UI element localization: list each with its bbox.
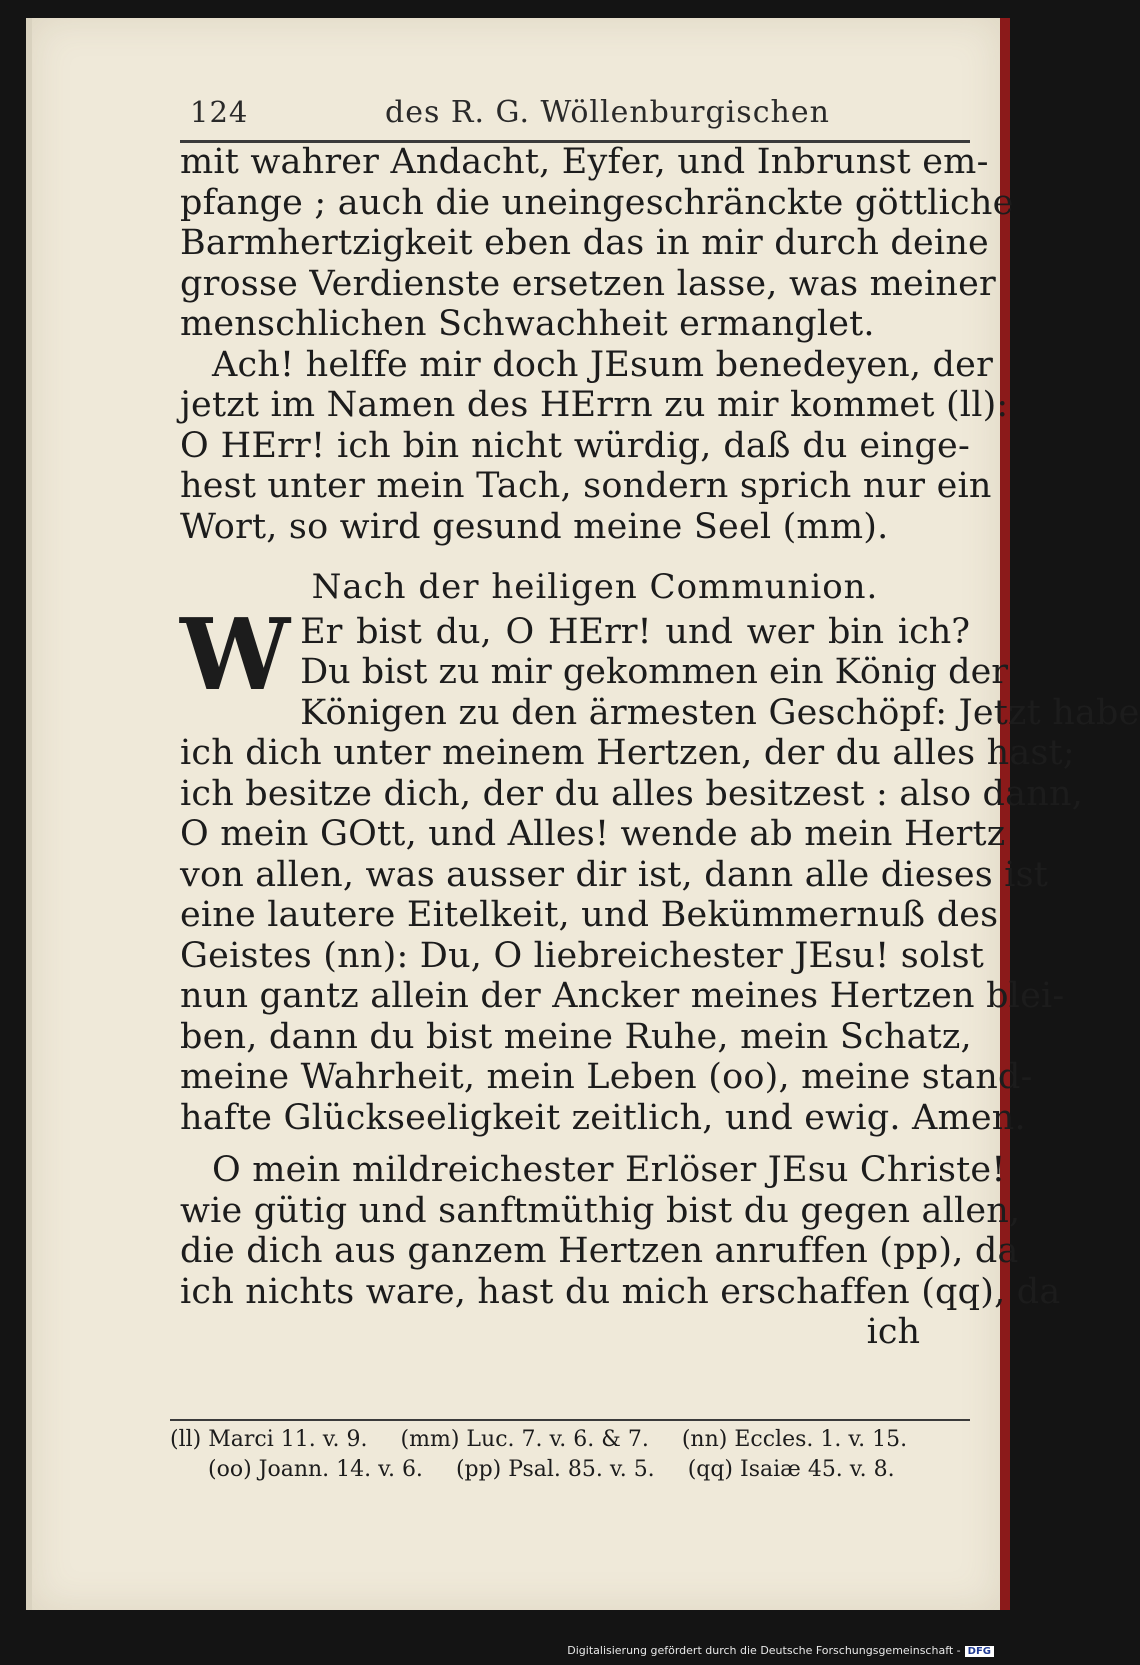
- text-line: eine lautere Eitelkeit, und Bekümmernuß des: [180, 895, 999, 935]
- text-line: O mein GOtt, und Alles! wende ab mein Hertz: [180, 814, 1006, 854]
- text-line: wie gütig und sanftmüthig bist du gegen allen,: [180, 1190, 1021, 1231]
- text-line: pfange ; auch die uneingeschränckte göttliche: [180, 182, 1014, 223]
- footnotes: [170, 1425, 970, 1485]
- footnote: (qq) Isaiæ 45. v. 8.: [687, 1457, 895, 1482]
- text-line: menschlichen Schwachheit ermanglet.: [180, 304, 875, 344]
- text-line: hest unter mein Tach, sondern sprich nur ein: [180, 466, 992, 506]
- footnote: (nn) Eccles. 1. v. 15.: [681, 1427, 908, 1452]
- text-line: nun gantz allein der Ancker meines Hertzen blei-: [180, 976, 1065, 1016]
- text-line: die dich aus ganzem Hertzen anruffen (pp), da: [180, 1231, 1019, 1271]
- text-line: hafte Glückseeligkeit zeitlich, und ewig. Amen.: [180, 1097, 1026, 1138]
- text-line: Er bist du, O HErr! und wer bin ich?: [300, 611, 970, 652]
- drop-cap: W: [180, 597, 291, 713]
- footnote: (ll) Marci 11. v. 9.: [170, 1427, 368, 1452]
- funding-credit: [567, 1644, 994, 1657]
- credit-text: Digitalisierung gefördert durch die Deutsche Forschungsgemeinschaft -: [567, 1644, 961, 1657]
- footnote: (oo) Joann. 14. v. 6.: [208, 1457, 423, 1482]
- text-line: Ach! helffe mir doch JEsum benedeyen, der: [212, 344, 994, 385]
- catchword: ich: [866, 1312, 920, 1352]
- text-line: Geistes (nn): Du, O liebreichester JEsu! solst: [180, 935, 984, 976]
- text-line: Du bist zu mir gekommen ein König der: [300, 652, 1009, 692]
- paragraph-2: [180, 344, 1009, 548]
- footnote: (pp) Psal. 85. v. 5.: [455, 1457, 655, 1482]
- text-line: O HErr! ich bin nicht würdig, daß du einge-: [180, 425, 970, 466]
- text-line: von allen, was ausser dir ist, dann alle dieses ist: [180, 854, 1049, 895]
- text-line: mit wahrer Andacht, Eyfer, und Inbrunst em-: [180, 142, 989, 182]
- text-line: ben, dann du bist meine Ruhe, mein Schatz,: [180, 1016, 972, 1057]
- text-line: ich nichts ware, hast du mich erschaffen (qq), da: [180, 1271, 1061, 1312]
- footnote-rule: [170, 1419, 970, 1421]
- text-line: O mein mildreichester Erlöser JEsu Christe!: [212, 1150, 1006, 1190]
- page-header: [190, 95, 990, 135]
- page-body: [180, 142, 1140, 1353]
- paragraph-3: [180, 597, 1140, 1139]
- text-line: grosse Verdienste ersetzen lasse, was meiner: [180, 263, 996, 304]
- text-line: Barmhertzigkeit eben das in mir durch deine: [180, 223, 989, 263]
- footnote: (mm) Luc. 7. v. 6. & 7.: [400, 1427, 649, 1452]
- text-line: ich besitze dich, der du alles besitzest : also dann,: [180, 773, 1084, 814]
- running-head: des R. G. Wöllenburgischen: [385, 95, 830, 130]
- paragraph-1: [180, 142, 1014, 345]
- footnote-row: [170, 1455, 970, 1485]
- page-number: 124: [190, 95, 249, 129]
- text-line: meine Wahrheit, mein Leben (oo), meine stand-: [180, 1057, 1033, 1097]
- text-line: Wort, so wird gesund meine Seel (mm).: [180, 506, 889, 547]
- dfg-logo-icon: DFG: [965, 1646, 994, 1657]
- paragraph-4: [180, 1150, 1061, 1353]
- section-heading: Nach der heiligen Communion.: [311, 567, 879, 607]
- text-line: jetzt im Namen des HErrn zu mir kommet (ll):: [180, 385, 1009, 425]
- text-line: Königen zu den ärmesten Geschöpf: Jetzt habe: [300, 692, 1140, 733]
- footnote-row: [170, 1425, 970, 1455]
- text-line: ich dich unter meinem Hertzen, der du alles hast;: [180, 733, 1075, 773]
